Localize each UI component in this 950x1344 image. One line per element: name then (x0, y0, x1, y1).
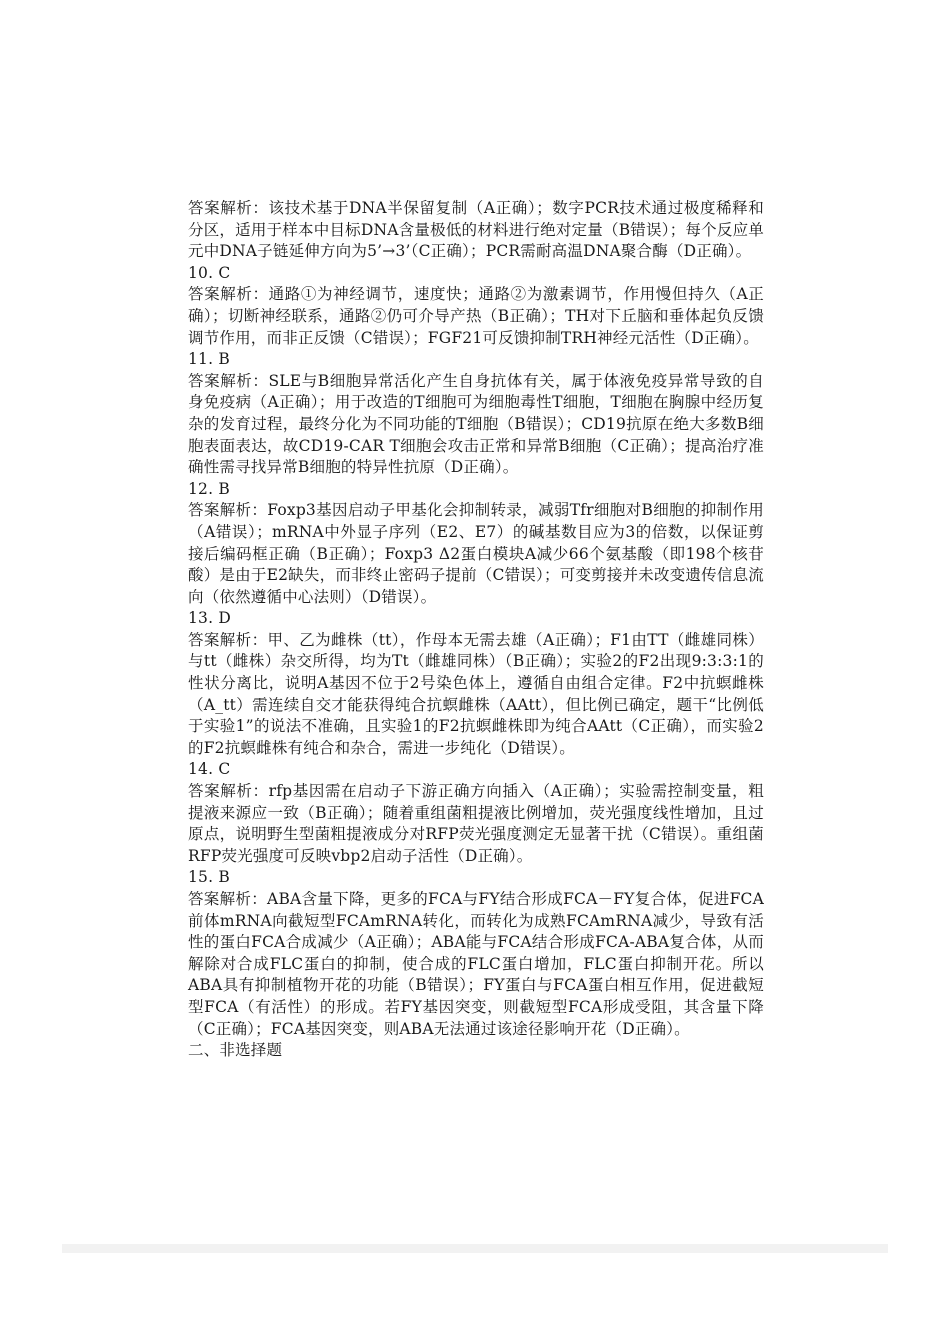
explanation-12: 答案解析：Foxp3基因启动子甲基化会抑制转录，减弱Tfr细胞对B细胞的抑制作用（A错误）；mRNA中外显子序列（E2、E7）的碱基数目应为3的倍数，以保证剪接后编码框正确（B正确）；Foxp3 Δ2蛋白模块A减少66个氨基酸（即198个核苷酸）是由于E2缺失，而非终止密码子提前（C错误）；可变剪接并未改变遗传信息流向（依然遵循中心法则）（D错误）。 (188, 501, 764, 606)
explanation-14: 答案解析：rfp基因需在启动子下游正确方向插入（A正确）；实验需控制变量，粗提液来源应一致（B正确）；随着重组菌粗提液比例增加，荧光强度线性增加，且过原点，说明野生型菌粗提液成分对RFP荧光强度测定无显著干扰（C错误）。重组菌RFP荧光强度可反映vbp2启动子活性（D正确）。 (188, 782, 764, 865)
answer-15: 15. B (188, 868, 230, 887)
answer-explanations (188, 198, 764, 1062)
section-heading: 二、非选择题 (188, 1041, 283, 1060)
explanation-9: 答案解析：该技术基于DNA半保留复制（A正确）；数字PCR技术通过极度稀释和分区，适用于样本中目标DNA含量极低的材料进行绝对定量（B错误）；每个反应单元中DNA子链延伸方向为5’→3’（C正确）；PCR需耐高温DNA聚合酶（D正确）。 (188, 199, 764, 261)
answer-10: 10. C (188, 263, 231, 282)
explanation-13: 答案解析：甲、乙为雌株（tt），作母本无需去雄（A正确）；F1由TT（雌雄同株）与tt（雌株）杂交所得，均为Tt（雌雄同株）（B正确）；实验2的F2出现9:3:3:1的性状分离比，说明A基因不位于2号染色体上，遵循自由组合定律。F2中抗螟雌株（A_tt）需连续自交才能获得纯合抗螟雌株（AAtt），但比例已确定，题干“比例低于实验1”的说法不准确，且实验1的F2抗螟雌株即为纯合AAtt（C正确），而实验2的F2抗螟雌株有纯合和杂合，需进一步纯化（D错误）。 (188, 630, 764, 757)
explanation-10: 答案解析：通路①为神经调节，速度快；通路②为激素调节，作用慢但持久（A正确）；切断神经联系，通路②仍可介导产热（B正确）；TH对下丘脑和垂体起负反馈调节作用，而非正反馈（C错误）；FGF21可反馈抑制TRH神经元活性（D正确）。 (188, 285, 764, 347)
answer-14: 14. C (188, 760, 231, 779)
explanation-11: 答案解析：SLE与B细胞异常活化产生自身抗体有关，属于体液免疫异常导致的自身免疫病（A正确）；用于改造的T细胞可为细胞毒性T细胞，T细胞在胸腺中经历复杂的发育过程，最终分化为不同功能的T细胞（B错误）；CD19抗原在绝大多数B细胞表面表达，故CD19-CAR T细胞会攻击正常和异常B细胞（C正确）；提高治疗准确性需寻找异常B细胞的特异性抗原（D正确）。 (188, 371, 764, 477)
answer-11: 11. B (188, 350, 230, 369)
answer-12: 12. B (188, 479, 230, 498)
page-bottom-band (62, 1244, 888, 1253)
explanation-15: 答案解析：ABA含量下降，更多的FCA与FY结合形成FCA－FY复合体，促进FCA前体mRNA向截短型FCAmRNA转化，而转化为成熟FCAmRNA减少，导致有活性的蛋白FCA合成减少（A正确）；ABA能与FCA结合形成FCA-ABA复合体，从而解除对合成FLC蛋白的抑制，使合成的FLC蛋白增加，FLC蛋白抑制开花。所以ABA具有抑制植物开花的功能（B错误）；FY蛋白与FCA蛋白相互作用，促进截短型FCA（有活性）的形成。若FY基因突变，则截短型FCA形成受阻，其含量下降（C正确）；FCA基因突变，则ABA无法通过该途径影响开花（D正确）。 (188, 890, 764, 1038)
answer-13: 13. D (188, 609, 232, 628)
